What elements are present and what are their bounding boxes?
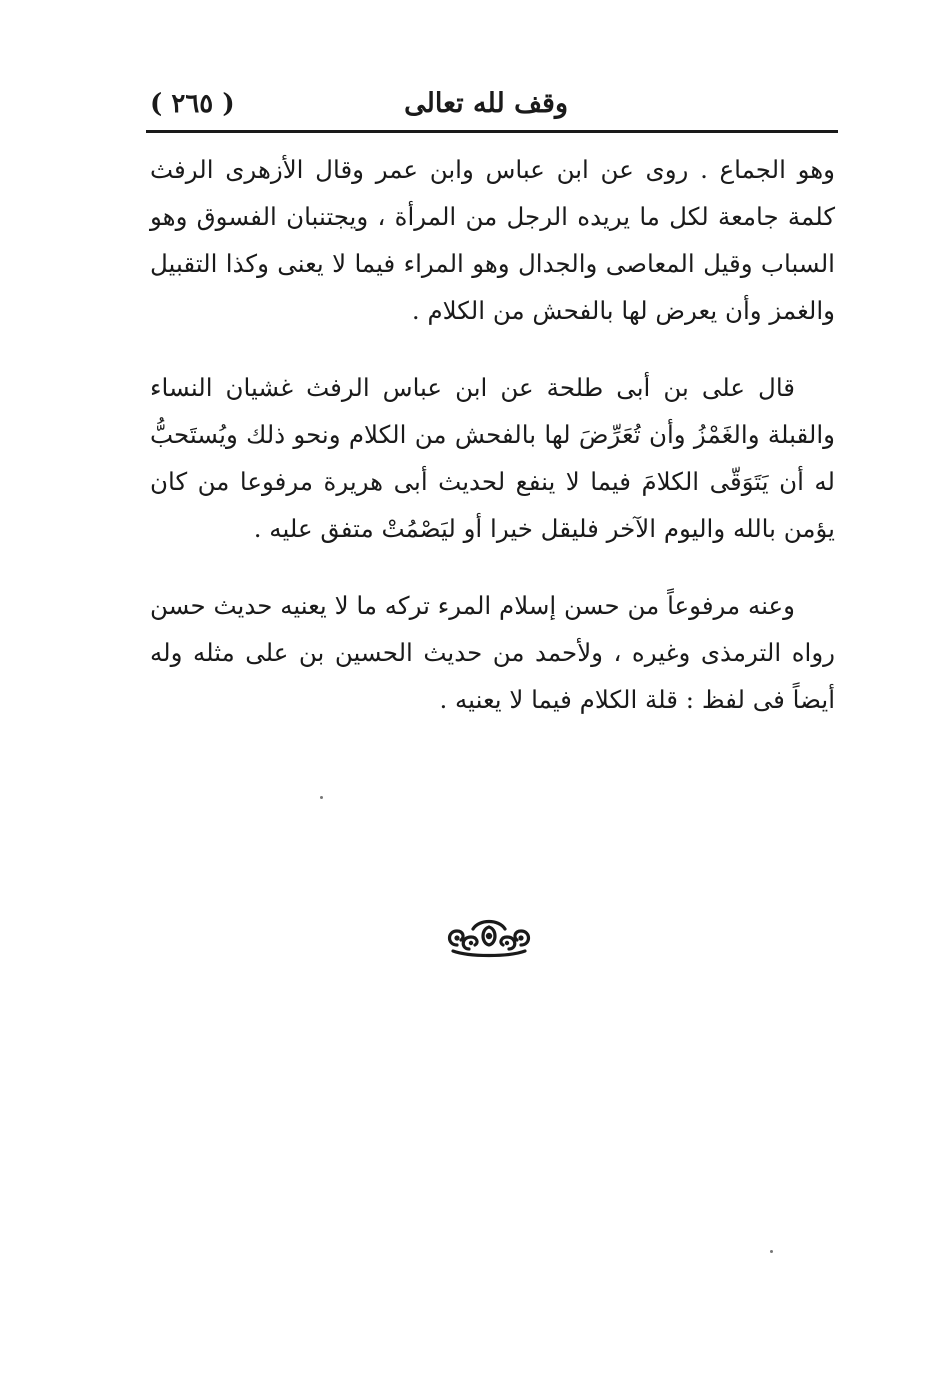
paragraph: وعنه مرفوعاً من حسن إسلام المرء تركه ما لا يعنيه حديث حسن رواه الترمذى وغيره ، ولأحمد من حديث الحسين بن على مثله وله أيضاً فى لفظ : قلة الكلام فيما لا يعنيه . (150, 591, 835, 714)
paragraph: قال على بن أبى طلحة عن ابن عباس الرفث غشيان النساء والقبلة والغَمْزُ وأن تُعَرِّضَ لها بالفحش من الكلام ونحو ذلك ويُستَحبُّ له أن يَتَوَقّى الكلامَ فيما لا ينفع لحديث أبى هريرة مرفوعا من كان يؤمن بالله واليوم الآخر فليقل خيرا أو ليَصْمُتْ متفق عليه . (150, 373, 835, 543)
main-text (150, 146, 835, 723)
page-header (150, 84, 838, 124)
page-number: ( ٢٦٥ ) (150, 89, 235, 119)
stray-mark (320, 796, 323, 799)
floral-ornament-icon (443, 915, 535, 959)
paragraph: وهو الجماع . روى عن ابن عباس وابن عمر وقال الأزهرى الرفث كلمة جامعة لكل ما يريده الرجل من المرأة ، ويجتنبان الفسوق وهو السباب وقيل المعاصى والجدال وهو المراء فيما لا يعنى وكذا التقبيل والغمز وأن يعرض لها بالفحش من الكلام . (150, 155, 835, 325)
header-rule (146, 130, 838, 133)
running-title: وقف لله تعالى (404, 88, 568, 119)
stray-mark (770, 1250, 773, 1253)
